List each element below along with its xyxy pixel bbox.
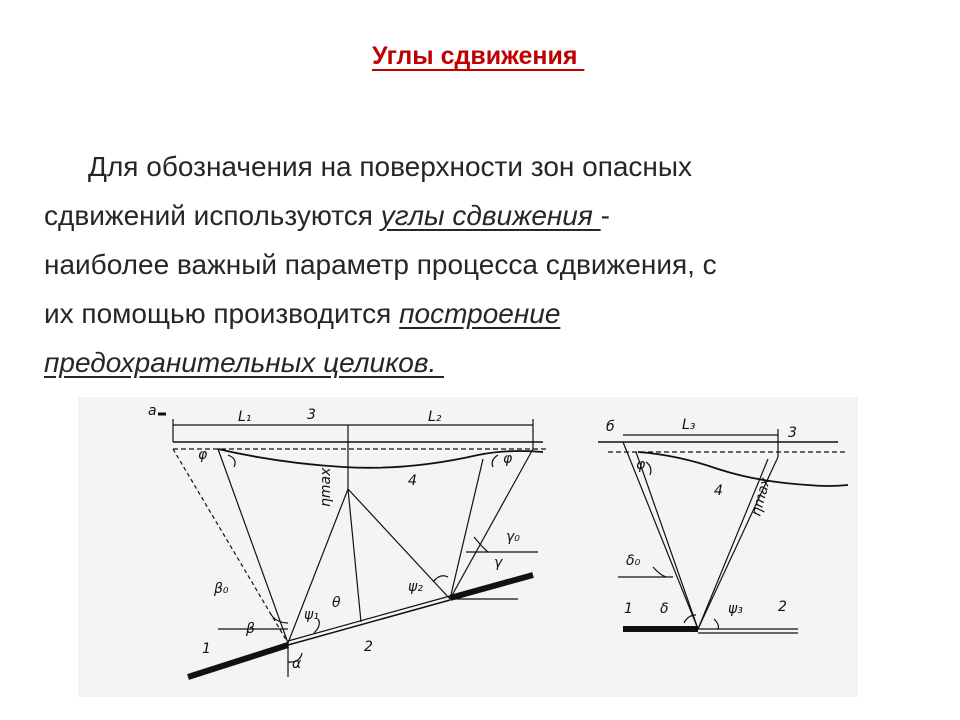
label-eta-max: ηmax [318,467,334,507]
label-phi: φ [636,457,646,473]
paragraph-text: сдвижений используются [44,200,381,231]
paragraph-line-4 [44,289,884,338]
label-psi3: ψ₃ [728,601,743,617]
angle-arc [433,576,448,582]
paragraph-text: их помощью производится [44,298,400,329]
term-safety-pillars: предохранительных целиков. [44,347,445,378]
label-4: 4 [408,473,417,489]
ray-line [348,489,361,622]
label-l1: L₁ [238,409,252,425]
label-beta0: β₀ [214,581,229,597]
diagram-a [158,414,548,677]
term-angles-of-displacement: углы сдвижения [380,200,601,231]
label-alpha: α [292,656,302,672]
boundary-line [450,459,483,599]
angle-arc [228,455,235,467]
label-l3: L₃ [682,417,696,433]
angle-arc [714,619,719,629]
diagram-svg [78,397,858,697]
label-1: 1 [624,601,633,617]
subsidence-curve [638,452,848,486]
slide-title: Углы сдвижения [372,42,585,70]
angle-arc [492,455,498,467]
label-eta-max: ηmax [748,475,775,519]
label-theta: θ [332,595,341,611]
angle-arc [646,462,651,475]
ray-line [348,489,450,599]
label-delta0: δ₀ [626,553,641,569]
label-beta: β [246,621,255,637]
label-psi2: ψ₂ [408,579,423,595]
body-paragraph [44,142,884,387]
label-l2: L₂ [428,409,442,425]
boundary-line [218,449,288,643]
label-4: 4 [714,483,723,499]
label-psi1: ψ₁ [304,607,319,623]
label-delta: δ [660,601,669,617]
label-3: 3 [788,425,797,441]
paragraph-line-5 [44,338,884,387]
label-2: 2 [364,639,373,655]
label-a: а [148,403,157,419]
label-b: б [606,419,615,435]
label-3: 3 [307,407,316,423]
label-2: 2 [778,599,787,615]
seam-thick-right [450,575,533,598]
label-phi-right: φ [503,451,513,467]
angle-arc [653,567,666,577]
label-phi-left: φ [198,447,208,463]
paragraph-dash: - [600,200,610,231]
label-gamma0: γ₀ [506,529,520,545]
term-construction: построение [399,298,561,329]
displacement-angles-diagram [78,397,858,697]
angle-arc [474,537,488,552]
label-gamma: γ [494,555,503,571]
label-1: 1 [202,641,211,657]
paragraph-line-2 [44,191,884,240]
paragraph-line-3: наиболее важный параметр процесса сдвижения, с [44,249,717,280]
paragraph-line-1: Для обозначения на поверхности зон опасных [88,151,693,182]
